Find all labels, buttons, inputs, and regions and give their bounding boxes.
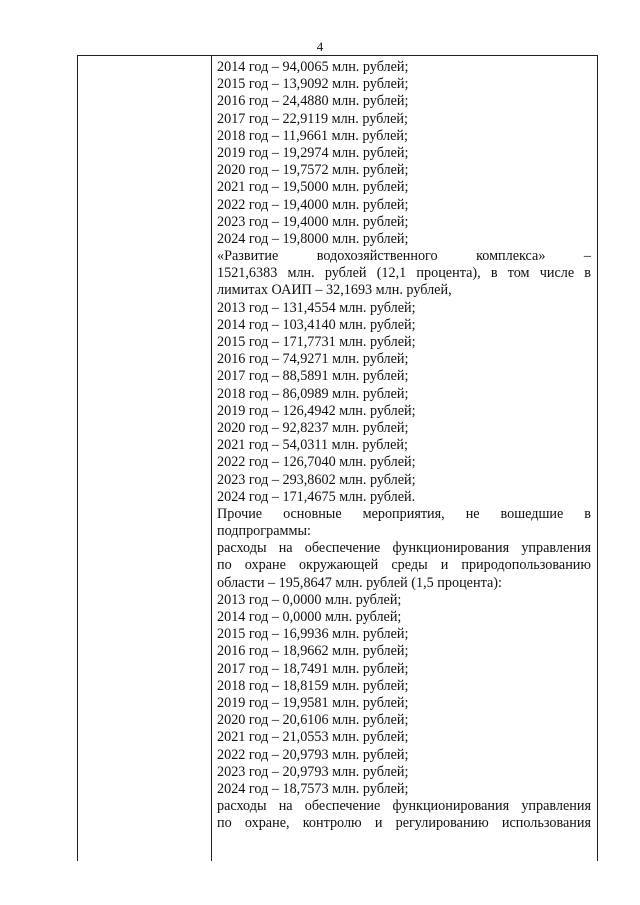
text-line: 2019 год – 19,2974 млн. рублей;: [217, 144, 409, 161]
text-line: 2016 год – 18,9662 млн. рублей;: [217, 643, 409, 660]
text-line: 2017 год – 18,7491 млн. рублей;: [217, 660, 409, 677]
text-line: 2014 год – 0,0000 млн. рублей;: [217, 609, 402, 625]
text-line: 2021 год – 54,0311 млн. рублей;: [217, 437, 408, 454]
text-line: 2021 год – 19,5000 млн. рублей;: [217, 179, 409, 196]
text-line: 2020 год – 92,8237 млн. рублей;: [217, 419, 409, 436]
table-text-cell: [217, 59, 591, 832]
text-line: лимитах ОАИП – 32,1693 млн. рублей,: [217, 282, 452, 299]
page-number: 4: [316, 39, 324, 54]
text-line: 2024 год – 171,4675 млн. рублей.: [217, 488, 416, 505]
text-line: 2024 год – 19,8000 млн. рублей;: [217, 230, 409, 247]
text-line: 2015 год – 16,9936 млн. рублей;: [217, 626, 409, 643]
text-line: 2022 год – 20,9793 млн. рублей;: [217, 746, 409, 763]
text-line: области – 195,8647 млн. рублей (1,5 процента):: [217, 574, 502, 591]
text-line: 2014 год – 103,4140 млн. рублей;: [217, 316, 416, 333]
text-line: 2013 год – 131,4554 млн. рублей;: [217, 299, 416, 316]
text-line: 2023 год – 19,4000 млн. рублей;: [217, 213, 409, 230]
text-line: 2018 год – 86,0989 млн. рублей;: [217, 385, 409, 402]
text-line: 2020 год – 19,7572 млн. рублей;: [217, 162, 409, 179]
text-line: 2017 год – 88,5891 млн. рублей;: [217, 368, 409, 385]
text-line: Прочие основные мероприятия, не вошедшие в: [217, 505, 591, 522]
text-line: 2019 год – 126,4942 млн. рублей;: [217, 402, 416, 419]
text-line: 1521,6383 млн. рублей (12,1 процента), в том числе в: [217, 265, 591, 282]
text-line: расходы на обеспечение функционирования управления: [217, 798, 591, 815]
text-line: «Развитие водохозяйственного комплекса» –: [217, 248, 591, 265]
text-line: 2017 год – 22,9119 млн. рублей;: [217, 110, 408, 127]
text-line: 2023 год – 20,9793 млн. рублей;: [217, 763, 409, 780]
column-divider: [211, 56, 212, 861]
content-table: [77, 55, 598, 861]
text-line: подпрограммы:: [217, 523, 311, 540]
text-line: по охране, контролю и регулированию использования: [217, 815, 591, 832]
text-line: 2024 год – 18,7573 млн. рублей;: [217, 780, 409, 797]
text-line: 2022 год – 126,7040 млн. рублей;: [217, 454, 416, 471]
text-line: расходы на обеспечение функционирования управления: [217, 540, 591, 557]
text-line: 2016 год – 74,9271 млн. рублей;: [217, 351, 409, 368]
text-line: 2023 год – 293,8602 млн. рублей;: [217, 471, 416, 488]
text-line: 2019 год – 19,9581 млн. рублей;: [217, 694, 409, 711]
text-line: по охране окружающей среды и природопользованию: [217, 557, 591, 574]
text-line: 2021 год – 21,0553 млн. рублей;: [217, 729, 409, 746]
text-line: 2022 год – 19,4000 млн. рублей;: [217, 196, 409, 213]
text-line: 2020 год – 20,6106 млн. рублей;: [217, 712, 409, 729]
text-line: 2013 год – 0,0000 млн. рублей;: [217, 591, 402, 608]
text-line: 2015 год – 13,9092 млн. рублей;: [217, 76, 409, 93]
text-line: 2018 год – 11,9661 млн. рублей;: [217, 127, 408, 144]
text-line: 2016 год – 24,4880 млн. рублей;: [217, 93, 409, 110]
text-line: 2014 год – 94,0065 млн. рублей;: [217, 59, 409, 75]
text-line: 2018 год – 18,8159 млн. рублей;: [217, 677, 409, 694]
text-line: 2015 год – 171,7731 млн. рублей;: [217, 334, 416, 350]
